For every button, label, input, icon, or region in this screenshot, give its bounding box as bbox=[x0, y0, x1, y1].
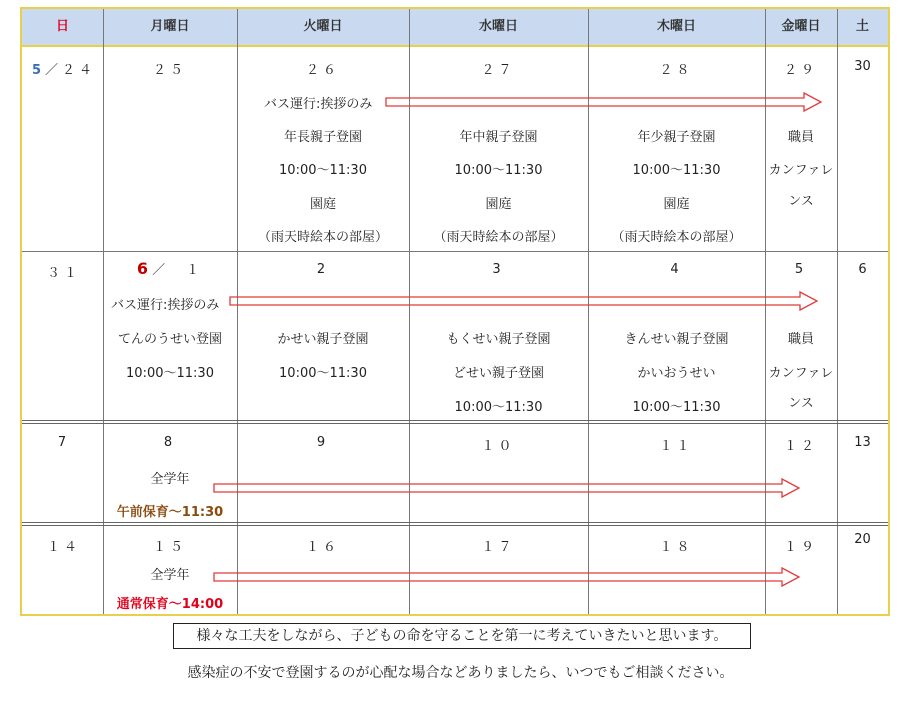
date-week1-sun: 5／２４ bbox=[31, 63, 97, 78]
normal-care-note: 通常保育～14:00 bbox=[116, 597, 224, 612]
date-week3-wed: １０ bbox=[481, 439, 516, 454]
header-sun: 日 bbox=[55, 19, 69, 34]
date-week4-sat: 20 bbox=[854, 532, 871, 547]
event-fri: ンス bbox=[788, 396, 814, 411]
arrow-icon bbox=[384, 91, 824, 113]
event-rain: （雨天時絵本の部屋） bbox=[611, 230, 742, 245]
arrow-icon bbox=[228, 290, 820, 312]
bus-note: バス運行:挨拶のみ bbox=[111, 298, 220, 313]
event-thu: 年少親子登園 bbox=[637, 130, 716, 145]
arrow-icon bbox=[212, 477, 802, 499]
event-time: 10:00～11:30 bbox=[279, 366, 367, 381]
event-rain: （雨天時絵本の部屋） bbox=[433, 230, 564, 245]
header-thu: 木曜日 bbox=[656, 19, 696, 34]
event-wed: どせい親子登園 bbox=[452, 366, 544, 381]
date-week3-sun: 7 bbox=[57, 435, 71, 450]
date-week4-fri: １９ bbox=[783, 540, 818, 555]
event-tue: 年長親子登園 bbox=[283, 130, 362, 145]
date-week2-sun: ３１ bbox=[46, 266, 81, 281]
footer-note-box: 様々な工夫をしながら、子どもの命を守ることを第一に考えていきたいと思います。 bbox=[173, 623, 751, 649]
date-week4-tue: １６ bbox=[305, 540, 340, 555]
event-time: 10:00～11:30 bbox=[632, 400, 721, 415]
date-week1-fri: ２９ bbox=[783, 63, 818, 78]
event-place: 園庭 bbox=[309, 197, 336, 212]
event-time: 10:00～11:30 bbox=[454, 163, 543, 178]
header-fri: 金曜日 bbox=[781, 19, 821, 34]
date-week4-mon: １５ bbox=[152, 540, 187, 555]
month-label: 5 bbox=[31, 63, 46, 78]
month-label: 6 bbox=[136, 259, 153, 278]
event-place: 園庭 bbox=[485, 197, 512, 212]
event-fri: カンファレ bbox=[768, 366, 834, 381]
date-week1-wed: ２７ bbox=[481, 63, 516, 78]
bus-note: バス運行:挨拶のみ bbox=[264, 97, 373, 112]
date-week2-wed: 3 bbox=[492, 262, 505, 277]
event-time: 10:00～11:30 bbox=[454, 400, 543, 415]
event-fri: ンス bbox=[788, 194, 814, 209]
header-wed: 水曜日 bbox=[478, 19, 518, 34]
event-time: 10:00～11:30 bbox=[632, 163, 721, 178]
date-week3-thu: １１ bbox=[659, 439, 694, 454]
event-thu: きんせい親子登園 bbox=[624, 332, 729, 347]
event-time: 10:00～11:30 bbox=[279, 163, 367, 178]
header-sat: 土 bbox=[855, 19, 869, 34]
event-fri: 職員 bbox=[787, 332, 814, 347]
event-tue: かせい親子登園 bbox=[277, 332, 369, 347]
header-mon: 月曜日 bbox=[150, 19, 190, 34]
date-week4-thu: １８ bbox=[659, 540, 694, 555]
arrow-icon bbox=[212, 566, 802, 588]
date-week2-fri: 5 bbox=[794, 262, 808, 277]
weekday-header bbox=[22, 9, 888, 47]
event-place: 園庭 bbox=[663, 197, 690, 212]
date-week3-mon: 8 bbox=[163, 435, 177, 450]
date-week4-wed: １７ bbox=[481, 540, 516, 555]
date-week4-sun: １４ bbox=[46, 540, 81, 555]
date-week3-fri: １２ bbox=[783, 439, 818, 454]
event-wed: もくせい親子登園 bbox=[446, 332, 551, 347]
event-rain: （雨天時絵本の部屋） bbox=[257, 230, 388, 245]
date-week1-tue: ２６ bbox=[305, 63, 340, 78]
grid-line bbox=[22, 251, 888, 252]
date-week2-thu: 4 bbox=[670, 262, 683, 277]
event-thu: かいおうせい bbox=[637, 366, 716, 381]
all-grades-label: 全学年 bbox=[150, 472, 190, 487]
date-week1-thu: ２８ bbox=[659, 63, 694, 78]
date-week1-mon: ２５ bbox=[152, 63, 187, 78]
event-wed: 年中親子登園 bbox=[459, 130, 538, 145]
event-fri: カンファレ bbox=[768, 163, 834, 178]
date-week3-tue: 9 bbox=[316, 435, 330, 450]
date-week2-tue: 2 bbox=[316, 262, 330, 277]
date-week1-sat: 30 bbox=[854, 59, 871, 74]
footer-note: 感染症の不安で登園するのが心配な場合などありましたら、いつでもご相談ください。 bbox=[187, 665, 734, 681]
date-week3-sat: 13 bbox=[854, 435, 871, 450]
date-week2-sat: 6 bbox=[858, 262, 867, 277]
event-time: 10:00～11:30 bbox=[126, 366, 214, 381]
grid-double-line bbox=[22, 522, 888, 526]
date-week2-mon: 6／ １ bbox=[136, 259, 204, 278]
header-tue: 火曜日 bbox=[303, 19, 343, 34]
event-fri: 職員 bbox=[787, 130, 814, 145]
grid-double-line bbox=[22, 420, 888, 424]
all-grades-label: 全学年 bbox=[150, 568, 190, 583]
event-mon: てんのうせい登園 bbox=[117, 332, 222, 347]
morning-care-note: 午前保育～11:30 bbox=[116, 505, 224, 520]
